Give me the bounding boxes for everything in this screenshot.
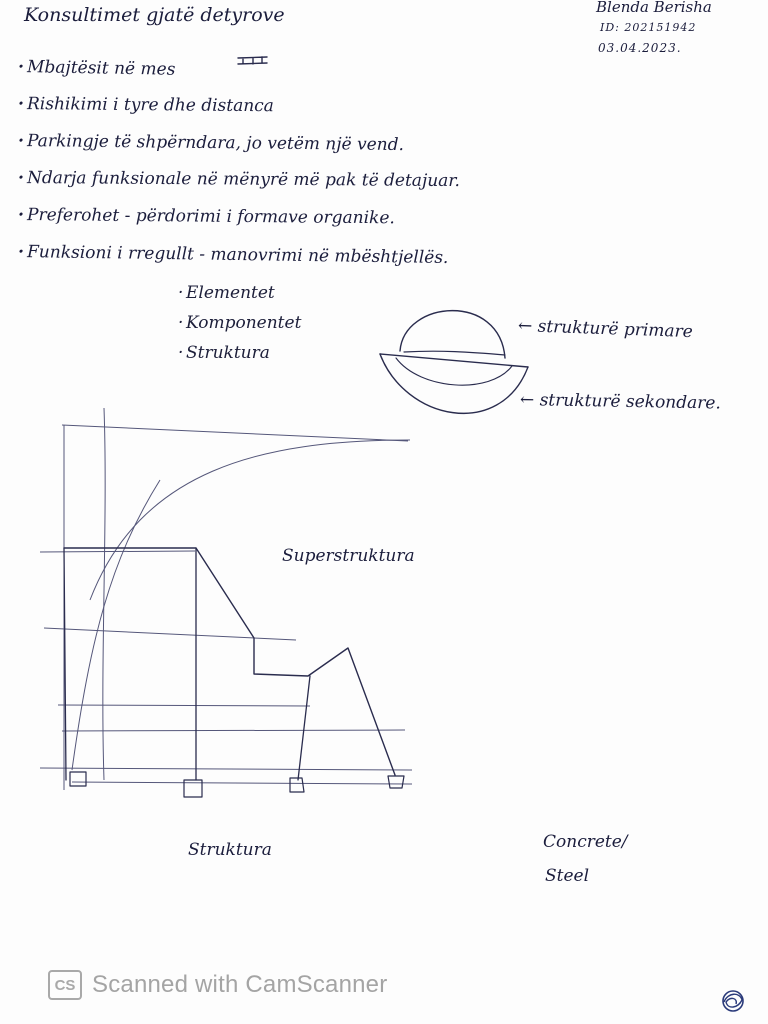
scribble-badge-icon: [718, 986, 748, 1016]
note-item: · Mbajtësit në mes: [18, 54, 461, 99]
column-symbol-icon: [238, 57, 267, 64]
building-outline: [64, 548, 395, 780]
sub-item-komponentet: · Komponentet: [178, 312, 301, 342]
material-label-concrete: Concrete/: [543, 832, 628, 852]
camscanner-watermark: [48, 968, 387, 1002]
camscanner-logo-icon: CS: [48, 970, 82, 1000]
note-item: · Parkingje të shpërndara, jo vetëm një vend.: [18, 128, 460, 170]
watermark-text: Scanned with CamScanner: [92, 971, 388, 998]
sub-item-struktura: · Struktura: [178, 342, 301, 372]
note-item: · Funksioni i rregullt - manovrimi në mbështjellës.: [18, 239, 460, 282]
date: 03.04.2023.: [598, 41, 682, 55]
material-label-steel: Steel: [545, 866, 590, 886]
note-item: · Ndarja funksionale në mënyrë më pak të detajuar.: [18, 165, 460, 205]
superstructure-label: Superstruktura: [282, 546, 415, 566]
secondary-structure-label: ← strukturë sekondare.: [519, 390, 721, 414]
primary-structure-label: ← strukturë primare: [517, 316, 694, 343]
construction-lines: [40, 408, 412, 790]
note-item: · Preferohet - përdorimi i formave organike.: [18, 202, 460, 243]
note-item: · Rishikimi i tyre dhe distanca: [18, 91, 460, 132]
student-id: ID: 202151942: [600, 21, 697, 34]
dome-diagram: [380, 311, 528, 414]
structure-label: Struktura: [188, 840, 272, 860]
sub-item-elementet: · Elementet: [178, 282, 301, 312]
author-name: Blenda Berisha: [596, 0, 712, 16]
page-title: Konsultimet gjatë detyrove: [24, 4, 285, 26]
footings: [70, 772, 404, 797]
